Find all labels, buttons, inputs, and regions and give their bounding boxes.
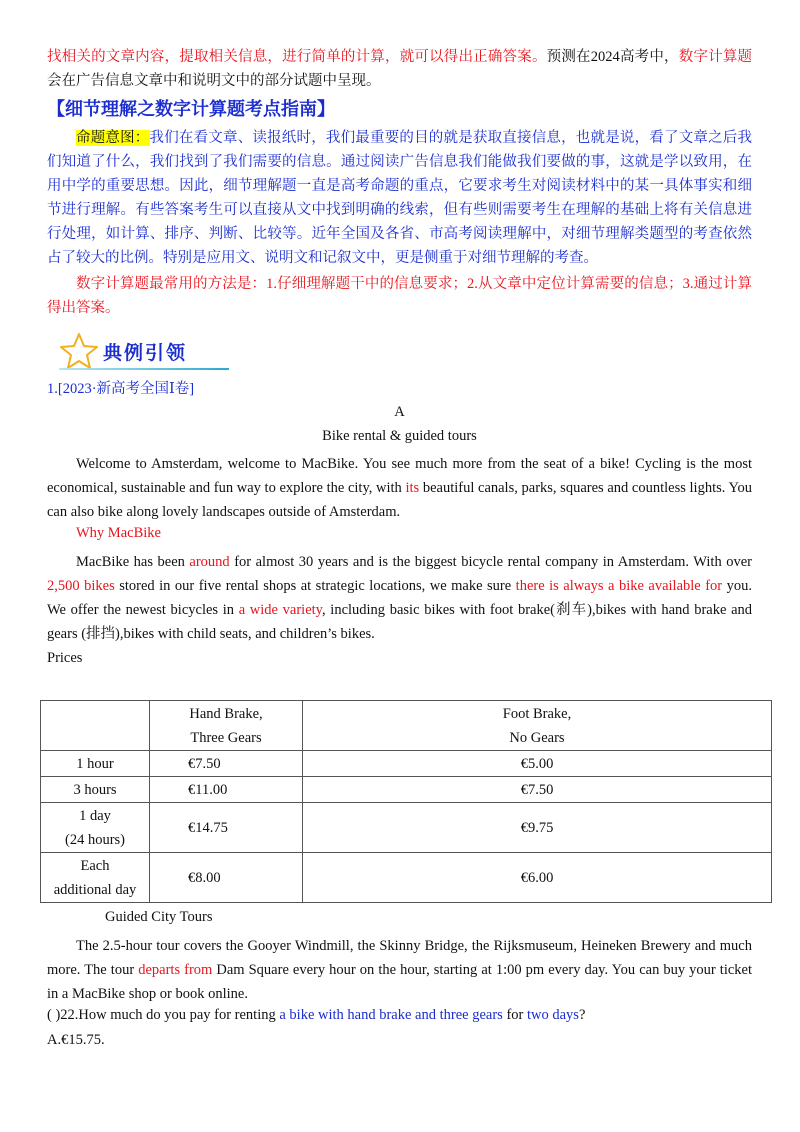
passage-letter: A	[394, 404, 405, 420]
intro-paragraph	[47, 45, 752, 93]
tour-text: The 2.5-hour tour covers the Gooyer Windmill, the Skinny Bridge, the Rijksmuseum, Heineken Brewery and much more. The tour	[47, 938, 752, 978]
banner-label: 典例引领	[103, 343, 188, 364]
intent-paragraph	[47, 126, 752, 270]
row-foot-price: €9.75	[303, 803, 772, 853]
prices-heading: Prices	[47, 650, 83, 666]
banner-underline	[59, 368, 229, 370]
header-hand-brake	[150, 701, 303, 751]
row-hand-price: €7.50	[150, 751, 303, 777]
intent-label: 命题意图：	[76, 130, 150, 146]
macbike-paragraph	[47, 550, 752, 646]
macbike-highlight-available: there is always a bike available for	[515, 578, 723, 594]
header-foot-line2: No Gears	[509, 729, 565, 746]
macbike-highlight-around: around	[189, 554, 230, 570]
passage-title: Bike rental & guided tours	[322, 428, 477, 444]
row-label-line1: Each	[80, 857, 110, 874]
price-table	[40, 700, 772, 903]
welcome-text-2: beautiful canals, parks, squares and countless lights. You can also bike along lovely landscapes outside of Amsterdam.	[47, 480, 752, 520]
row-hand-price: €14.75	[150, 803, 303, 853]
intro-red-text: 找相关的文章内容，提取相关信息，进行简单的计算，就可以得出正确答案。	[47, 49, 547, 65]
question-mid: for	[502, 1007, 527, 1023]
table-row	[41, 777, 772, 803]
welcome-highlight: its	[405, 480, 420, 496]
macbike-text: MacBike has been	[76, 554, 190, 570]
row-foot-price: €7.50	[303, 777, 772, 803]
macbike-text-2: for almost 30 years and is the biggest bicycle rental company in Amsterdam. With over	[229, 554, 752, 570]
row-hand-price: €8.00	[150, 853, 303, 903]
header-hand-line2: Three Gears	[190, 729, 262, 746]
method-paragraph: 数字计算题最常用的方法是：1.仔细理解题干中的信息要求；2.从文章中定位计算需要的信息；3.通过计算得出答案。	[47, 276, 752, 316]
tour-text-2: Dam Square every hour on the hour, starting at 1:00 pm every day. You can buy your ticket in a MacBike shop or book online.	[47, 962, 752, 1002]
tour-paragraph	[47, 934, 752, 1006]
row-label: 1 hour	[41, 751, 150, 777]
row-label-line2: additional day	[53, 881, 137, 898]
row-label	[41, 803, 150, 853]
header-foot-brake	[303, 701, 772, 751]
macbike-text-3: stored in our five rental shops at strategic locations, we make sure	[114, 578, 516, 594]
intro-text: 预测在2024高考中，	[546, 49, 679, 65]
macbike-text-5: , including basic bikes with foot brake(刹车),bikes with hand brake and gears (排挡),bikes with child seats, and children’s bikes.	[47, 602, 753, 642]
welcome-text: Welcome to Amsterdam, welcome to MacBike. You see much more from the seat of a bike! Cycling is the most economical, sustainable and fun way to explore the city, with	[47, 456, 752, 496]
guide-title: 【细节理解之数字计算题考点指南】	[47, 99, 335, 119]
macbike-text-4: you. We offer the newest bicycles in	[47, 578, 752, 618]
header-empty-cell	[41, 701, 150, 751]
header-hand-line1: Hand Brake,	[189, 705, 263, 722]
question-highlight-bike: a bike with hand brake and three gears	[279, 1007, 503, 1023]
row-hand-price: €11.00	[150, 777, 303, 803]
table-row	[41, 751, 772, 777]
question-highlight-days: two days	[526, 1007, 579, 1023]
option-a: A.€15.75.	[47, 1032, 105, 1048]
intent-text: 我们在看文章、读报纸时，我们最重要的目的就是获取直接信息，也就是说，看了文章之后我们知道了什么，我们找到了我们需要的信息。通过阅读广告信息我们能做我们要做的事，这就是学以致用，在用中学的重要思想。因此，细节理解题一直是高考命题的重点，它要求考生对阅读材料中的某一具体事实和细节进行理解。有些答案考生可以直接从文中找到明确的线索，但有些则需要考生在理解的基础上将有关信息进行处理，如计算、排序、判断、比较等。近年全国及各省、市高考阅读理解中，对细节理解类题型的考查依然占了较大的比例。特别是应用文、说明文和记叙文中，更是侧重于对细节理解的考查。	[47, 130, 752, 266]
table-row	[41, 853, 772, 903]
macbike-highlight-bikes: 2,500 bikes	[47, 578, 115, 594]
header-foot-line1: Foot Brake,	[502, 705, 572, 722]
why-heading: Why MacBike	[76, 525, 161, 541]
question-suffix: ?	[578, 1007, 586, 1023]
row-label-line2: (24 hours)	[64, 831, 125, 848]
table-header-row	[41, 701, 772, 751]
tour-highlight: departs from	[138, 962, 213, 978]
table-row	[41, 803, 772, 853]
row-foot-price: €6.00	[303, 853, 772, 903]
question-22	[47, 1007, 585, 1024]
welcome-paragraph	[47, 452, 752, 524]
row-label-line1: 1 day	[79, 807, 111, 824]
intro-text-2: 会在广告信息文章中和说明文中的部分试题中呈现。	[47, 73, 381, 89]
question-prefix: ( )22.How much do you pay for renting	[47, 1007, 280, 1023]
row-foot-price: €5.00	[303, 751, 772, 777]
guided-tours-heading: Guided City Tours	[105, 909, 213, 925]
macbike-highlight-variety: a wide variety	[238, 602, 322, 618]
star-outline-icon	[59, 332, 99, 370]
row-label: 3 hours	[41, 777, 150, 803]
row-label	[41, 853, 150, 903]
question-source: 1.[2023·新高考全国Ⅰ卷]	[47, 381, 195, 397]
intro-keyword: 数字计算题	[678, 49, 753, 65]
